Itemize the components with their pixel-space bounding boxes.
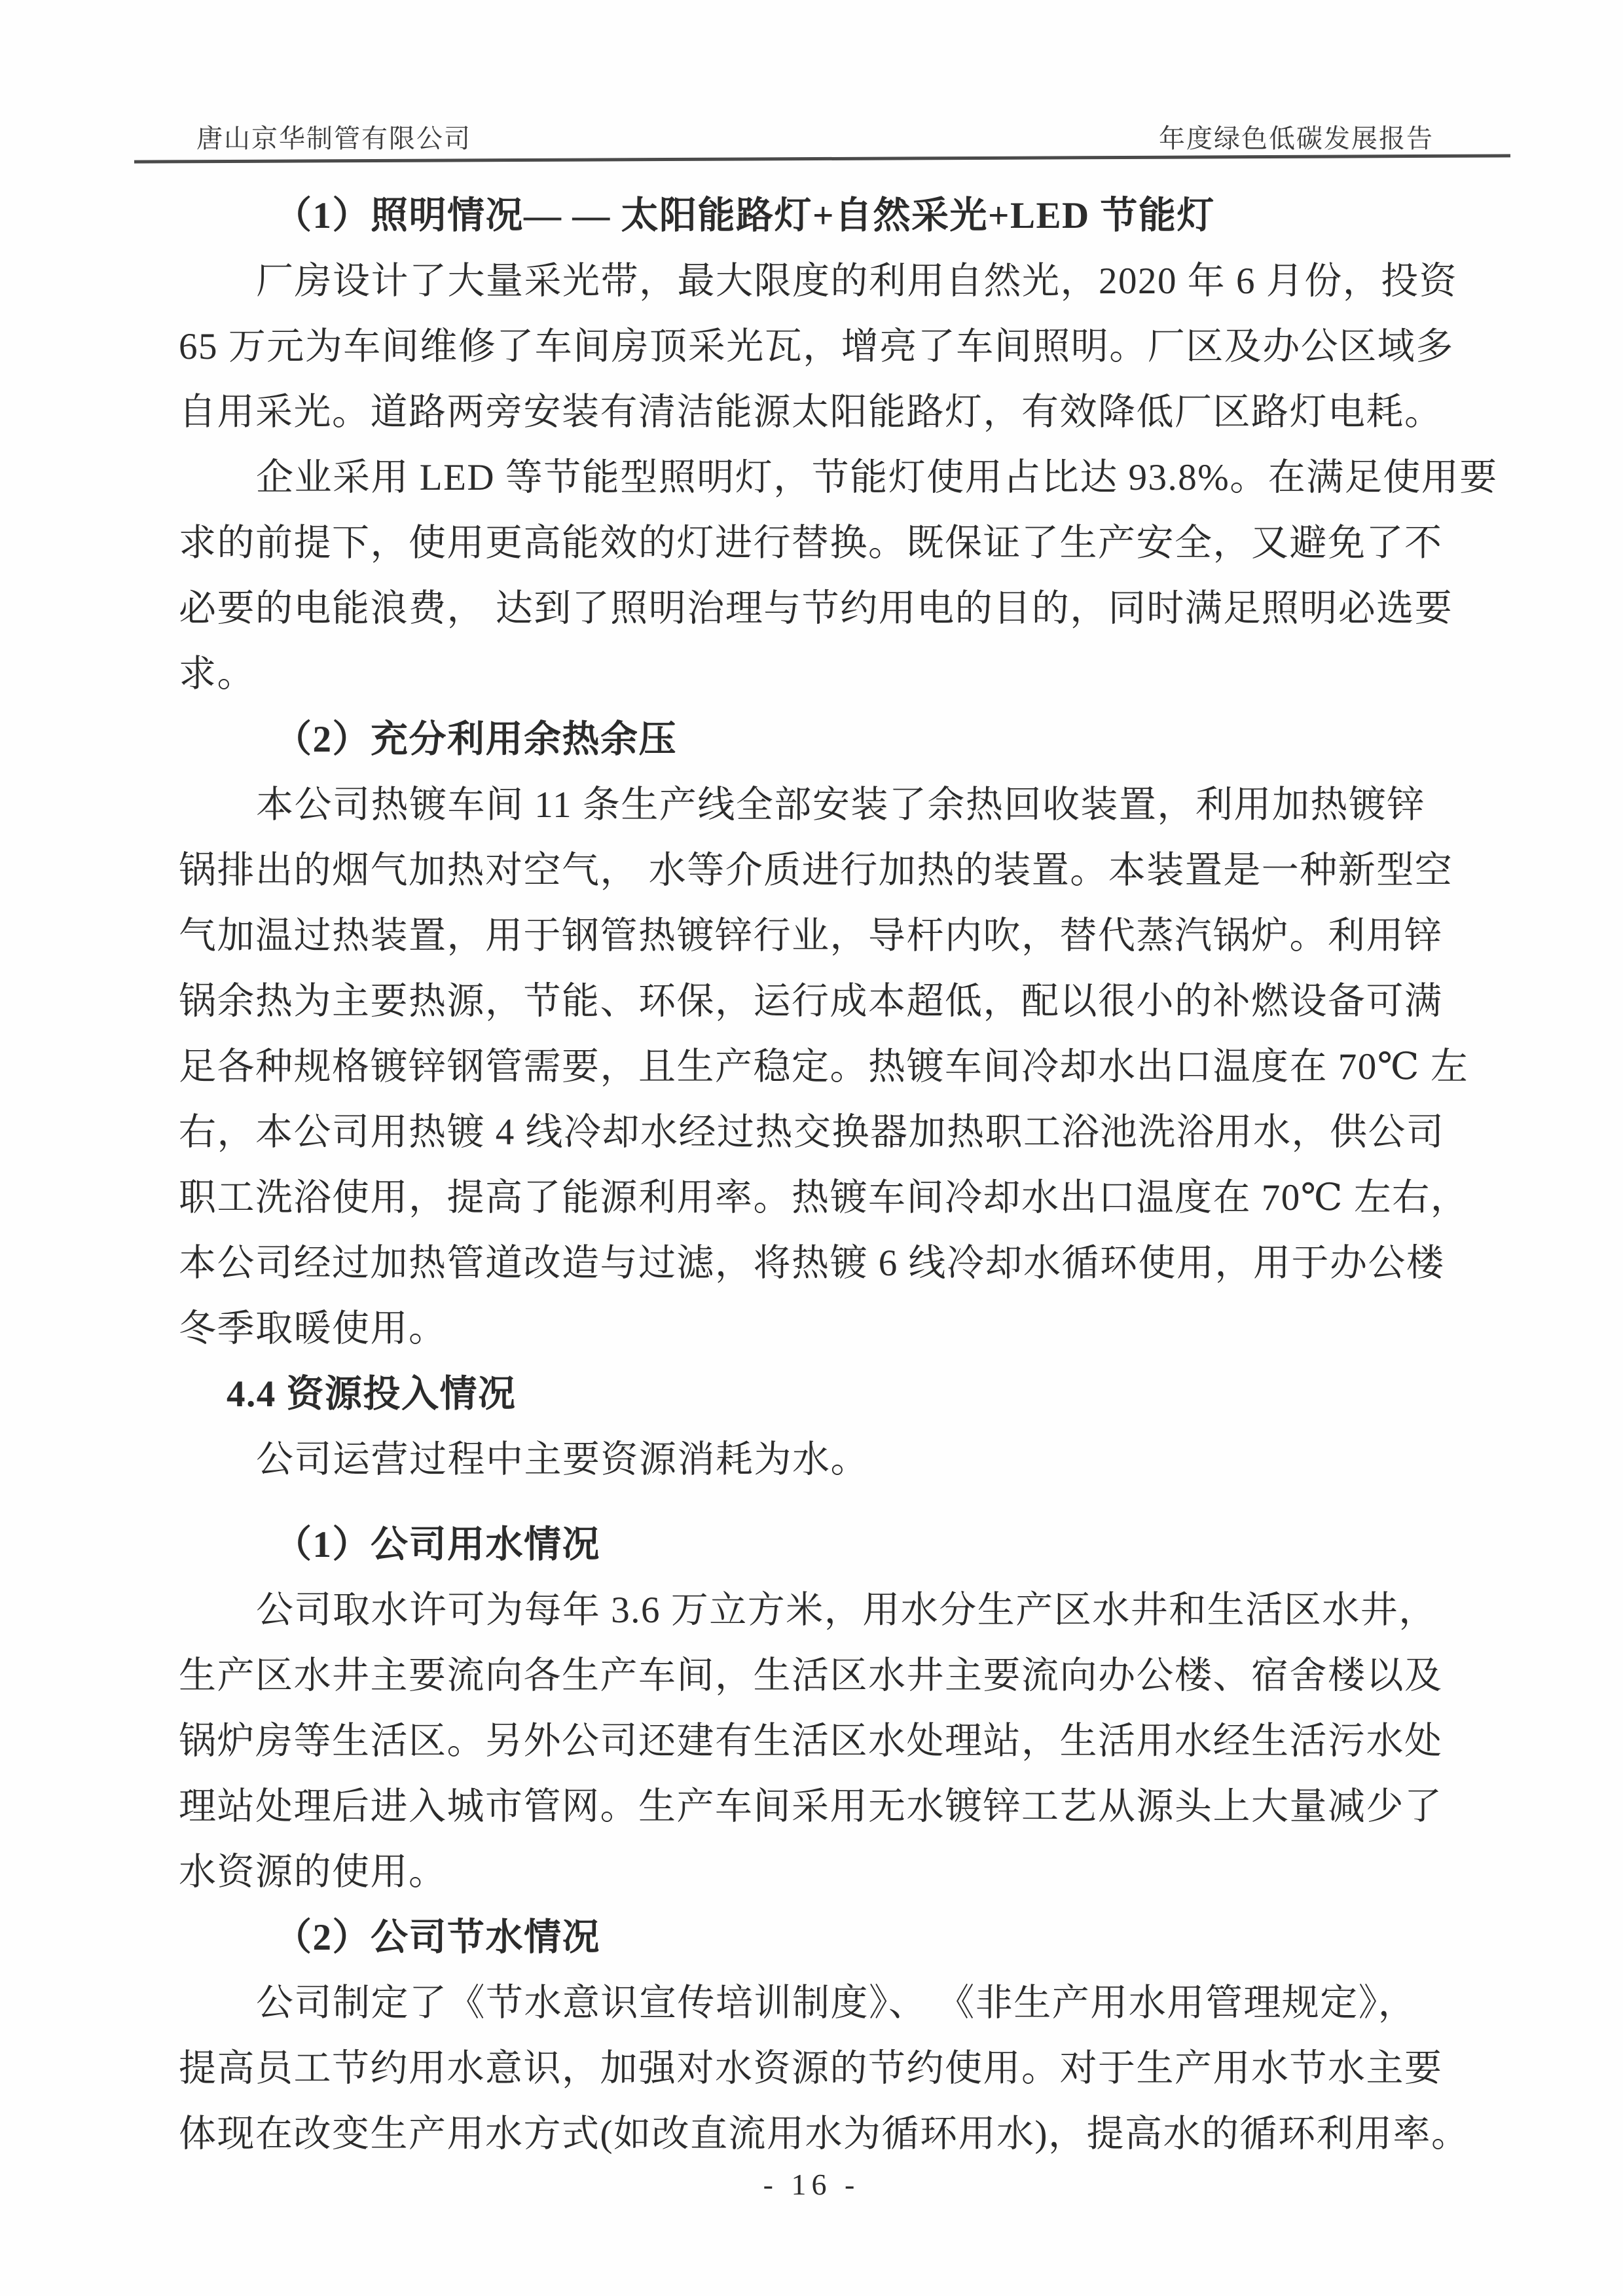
text-line: 求的前提下，使用更高能效的灯进行替换。既保证了生产安全，又避免了不 (179, 522, 1443, 564)
text-line: 公司运营过程中主要资源消耗为水。 (256, 1439, 869, 1480)
text-line: 理站处理后进入城市管网。生产车间采用无水镀锌工艺从源头上大量减少了 (179, 1786, 1443, 1827)
text-line: 冬季取暖使用。 (179, 1308, 447, 1349)
text-line: 65 万元为车间维修了车间房顶采光瓦，增亮了车间照明。厂区及办公区域多 (179, 326, 1454, 367)
text-line: 生产区水井主要流向各生产车间，生活区水井主要流向办公楼、宿舍楼以及 (179, 1655, 1443, 1696)
text-line: 水资源的使用。 (179, 1851, 447, 1893)
text-line: 足各种规格镀锌钢管需要，且生产稳定。热镀车间冷却水出口温度在 70℃ 左 (179, 1046, 1469, 1087)
text-line: 厂房设计了大量采光带，最大限度的利用自然光，2020 年 6 月份，投资 (256, 261, 1458, 302)
text-line: 锅炉房等生活区。另外公司还建有生活区水处理站，生活用水经生活污水处 (179, 1721, 1443, 1762)
header-rule (134, 154, 1510, 163)
text-line: 本公司热镀车间 11 条生产线全部安装了余热回收装置，利用加热镀锌 (256, 784, 1425, 826)
document-body (179, 183, 1498, 2167)
page-header (196, 118, 1434, 155)
header-company-name: 唐山京华制管有限公司 (196, 124, 471, 153)
text-line: 锅余热为主要热源，节能、环保，运行成本超低，配以很小的补燃设备可满 (179, 981, 1443, 1022)
text-line: 锅排出的烟气加热对空气， 水等介质进行加热的装置。本装置是一种新型空 (179, 850, 1453, 891)
text-line: 职工洗浴使用，提高了能源利用率。热镀车间冷却水出口温度在 70℃ 左右， (179, 1177, 1469, 1218)
text-line: 求。 (179, 653, 255, 695)
section-heading-water-use: （1）公司用水情况 (274, 1524, 600, 1565)
text-line: 体现在改变生产用水方式(如改直流用水为循环用水)，提高水的循环利用率。 (179, 2113, 1470, 2155)
text-line: 气加温过热装置，用于钢管热镀锌行业，导杆内吹，替代蒸汽锅炉。利用锌 (179, 915, 1443, 957)
text-line: 必要的电能浪费， 达到了照明治理与节约用电的目的，同时满足照明必选要 (179, 588, 1453, 629)
section-heading-lighting: （1）照明情况— — 太阳能路灯+自然采光+LED 节能灯 (274, 195, 1215, 236)
text-line: 公司制定了《节水意识宣传培训制度》、 《非生产用水用管理规定》， (256, 1982, 1417, 2024)
section-heading-waste-heat: （2）充分利用余热余压 (274, 719, 677, 760)
header-report-title: 年度绿色低碳发展报告 (1159, 124, 1434, 153)
text-line: 本公司经过加热管道改造与过滤，将热镀 6 线冷却水循环使用，用于办公楼 (179, 1243, 1445, 1284)
text-line: 提高员工节约用水意识，加强对水资源的节约使用。对于生产用水节水主要 (179, 2048, 1443, 2089)
section-heading-resource-input: 4.4 资源投入情况 (227, 1374, 517, 1415)
text-line: 企业采用 LED 等节能型照明灯，节能灯使用占比达 93.8%。在满足使用要 (256, 457, 1498, 498)
text-line: 右，本公司用热镀 4 线冷却水经过热交换器加热职工浴池洗浴用水，供公司 (179, 1112, 1445, 1153)
page-number: - 16 - (763, 2168, 860, 2201)
text-line: 公司取水许可为每年 3.6 万立方米，用水分生产区水井和生活区水井， (256, 1590, 1437, 1631)
text-line: 自用采光。道路两旁安装有清洁能源太阳能路灯，有效降低厂区路灯电耗。 (179, 392, 1443, 433)
section-heading-water-saving: （2）公司节水情况 (274, 1917, 600, 1958)
